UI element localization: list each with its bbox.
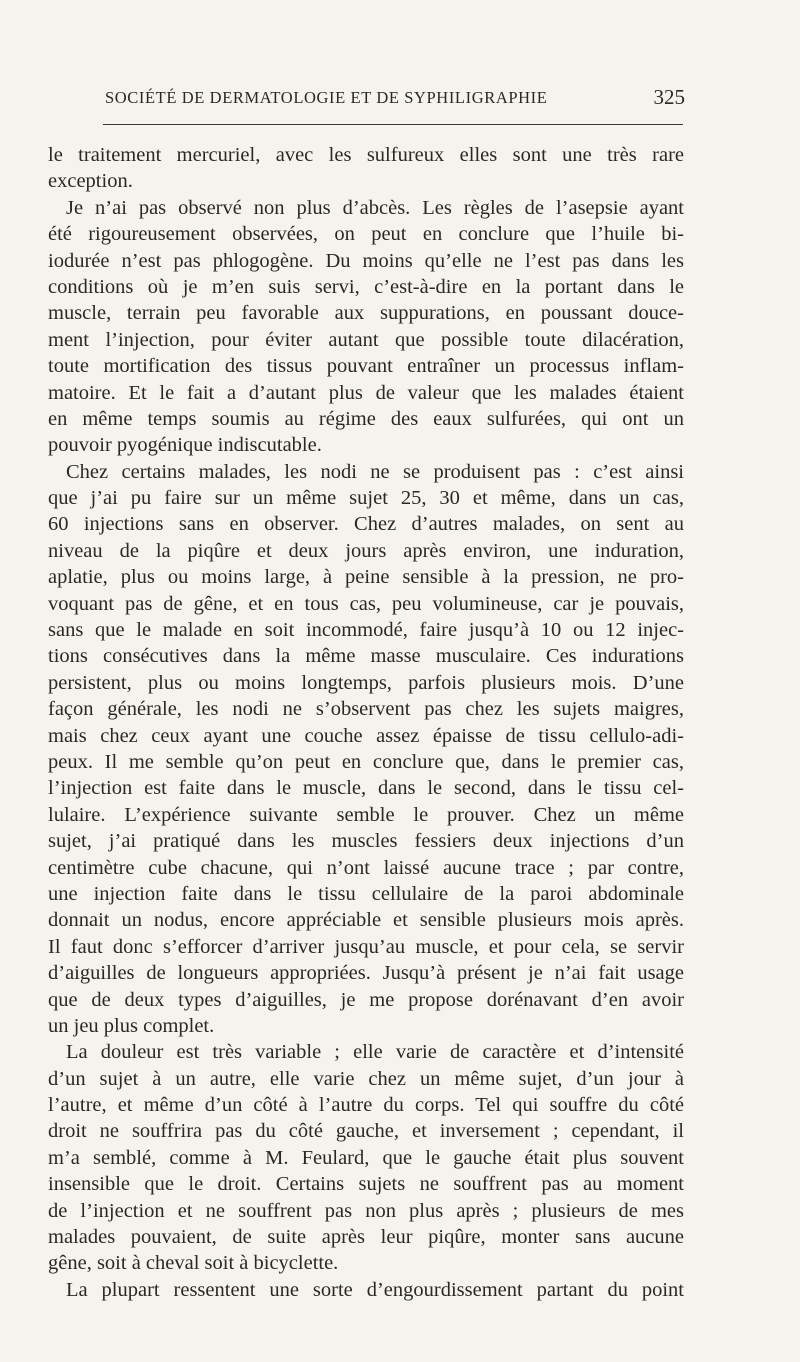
text-line: donnait un nodus, encore appréciable et sensible plusieurs mois après. [48, 909, 684, 932]
text-line: de l’injection et ne souffrent pas non plus après ; plusieurs de mes [48, 1199, 684, 1222]
text-line: niveau de la piqûre et deux jours après environ, une induration, [48, 539, 684, 562]
text-line: Je n’ai pas observé non plus d’abcès. Les règles de l’asepsie ayant [66, 196, 684, 219]
text-line: Chez certains malades, les nodi ne se produisent pas : c’est ainsi [66, 460, 684, 483]
text-line: exception. [48, 170, 133, 193]
text-line: un jeu plus complet. [48, 1014, 215, 1037]
text-line: malades pouvaient, de suite après leur piqûre, monter sans aucune [48, 1226, 684, 1249]
text-line: que j’ai pu faire sur un même sujet 25, 30 et même, dans un cas, [48, 487, 684, 510]
text-line: sujet, j’ai pratiqué dans les muscles fessiers deux injections d’un [48, 830, 684, 853]
text-line: que de deux types d’aiguilles, je me propose dorénavant d’en avoir [48, 988, 684, 1011]
text-line: Il faut donc s’efforcer d’arriver jusqu’au muscle, et pour cela, se servir [48, 935, 684, 958]
text-line: été rigoureusement observées, on peut en conclure que l’huile bi- [48, 223, 684, 246]
text-line: droit ne souffrira pas du côté gauche, et inversement ; cependant, il [48, 1120, 684, 1143]
text-line: pouvoir pyogénique indiscutable. [48, 434, 322, 457]
text-line: le traitement mercuriel, avec les sulfureux elles sont une très rare [48, 144, 684, 166]
text-line: ment l’injection, pour éviter autant que possible toute dilacération, [48, 328, 684, 351]
body-text [48, 142, 684, 1303]
text-line: d’aiguilles de longueurs appropriées. Jusqu’à présent je n’ai fait usage [48, 962, 684, 985]
text-line: gêne, soit à cheval soit à bicyclette. [48, 1252, 339, 1275]
text-line: voquant pas de gêne, et en tous cas, peu volumineuse, car je pouvais, [48, 592, 684, 615]
text-line: 60 injections sans en observer. Chez d’autres malades, on sent au [48, 513, 684, 536]
text-line: muscle, terrain peu favorable aux suppurations, en poussant douce- [48, 302, 684, 325]
text-line: d’un sujet à un autre, elle varie chez un même sujet, d’un jour à [48, 1067, 684, 1090]
text-line: peux. Il me semble qu’on peut en conclure que, dans le premier cas, [48, 750, 684, 773]
page-number: 325 [653, 85, 685, 109]
text-line: toute mortification des tissus pouvant entraîner un processus inflam- [48, 355, 684, 378]
text-line: centimètre cube chacune, qui n’ont laissé aucune trace ; par contre, [48, 856, 684, 879]
running-head [105, 86, 685, 110]
text-line: en même temps soumis au régime des eaux sulfurées, qui ont un [48, 407, 684, 430]
text-line: une injection faite dans le tissu cellulaire de la paroi abdominale [48, 882, 684, 905]
text-line: La plupart ressentent une sorte d’engourdissement partant du point [66, 1278, 684, 1301]
running-title: SOCIÉTÉ DE DERMATOLOGIE ET DE SYPHILIGRAPHIE [105, 88, 548, 107]
text-line: l’injection est faite dans le muscle, dans le second, dans le tissu cel- [48, 777, 684, 800]
header-rule [103, 124, 683, 125]
text-line: persistent, plus ou moins longtemps, parfois plusieurs mois. D’une [48, 671, 684, 694]
text-line: iodurée n’est pas phlogogène. Du moins qu’elle ne l’est pas dans les [48, 249, 684, 272]
text-line: matoire. Et le fait a d’autant plus de valeur que les malades étaient [48, 381, 684, 404]
text-line: façon générale, les nodi ne s’observent pas chez les sujets maigres, [48, 698, 684, 721]
text-line: lulaire. L’expérience suivante semble le prouver. Chez un même [48, 803, 684, 826]
text-line: m’a semblé, comme à M. Feulard, que le gauche était plus souvent [48, 1146, 684, 1169]
text-line: aplatie, plus ou moins large, à peine sensible à la pression, ne pro- [48, 566, 684, 589]
text-line: conditions où je m’en suis servi, c’est-à-dire en la portant dans le [48, 275, 684, 298]
text-line: sans que le malade en soit incommodé, faire jusqu’à 10 ou 12 injec- [48, 619, 684, 642]
text-line: mais chez ceux ayant une couche assez épaisse de tissu cellulo-adi- [48, 724, 684, 747]
text-line: l’autre, et même d’un côté à l’autre du corps. Tel qui souffre du côté [48, 1094, 684, 1117]
text-line: tions consécutives dans la même masse musculaire. Ces indurations [48, 645, 684, 668]
text-line: insensible que le droit. Certains sujets ne souffrent pas au moment [48, 1173, 684, 1196]
text-line: La douleur est très variable ; elle varie de caractère et d’intensité [66, 1041, 684, 1064]
